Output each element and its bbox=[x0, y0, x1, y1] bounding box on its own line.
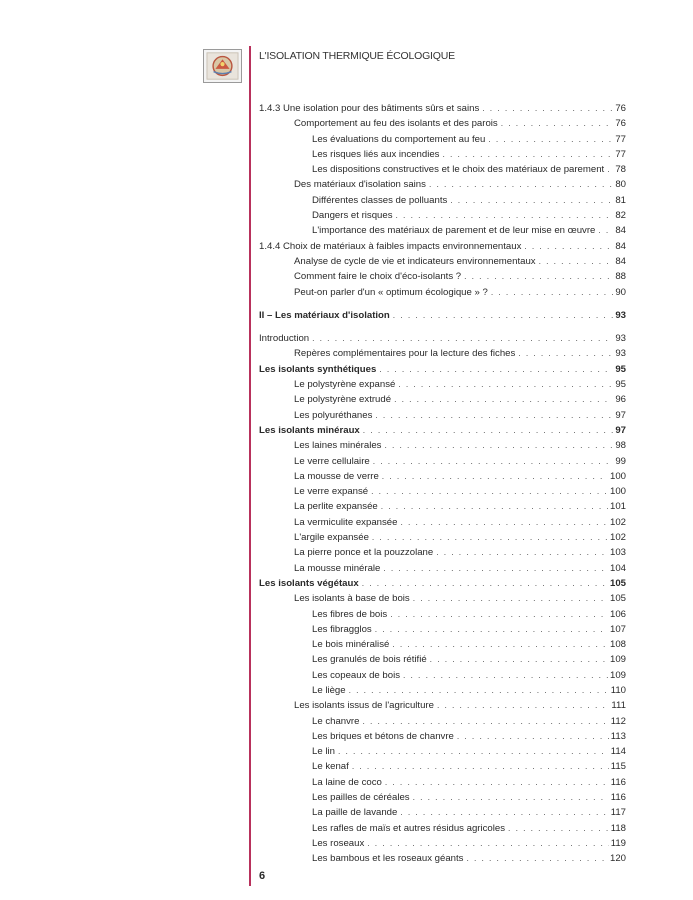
toc-leader-dots bbox=[382, 469, 608, 484]
toc-entry-title: 1.4.3 Une isolation pour des bâtiments sûrs et sains bbox=[259, 103, 480, 114]
toc-entry-page: 77 bbox=[615, 148, 626, 160]
toc-entry-title: La vermiculite expansée bbox=[294, 516, 398, 528]
toc-entry[interactable] bbox=[259, 223, 626, 238]
toc-entry[interactable] bbox=[259, 698, 626, 713]
toc-leader-dots bbox=[524, 239, 613, 254]
toc-leader-dots bbox=[429, 177, 613, 192]
toc-entry-title: Les dispositions constructives et le choix des matériaux de parement bbox=[312, 164, 605, 176]
table-of-contents bbox=[259, 101, 626, 867]
toc-entry-title: L'importance des matériaux de parement et de leur mise en œuvre bbox=[312, 225, 596, 237]
toc-leader-dots bbox=[372, 530, 608, 545]
toc-entry-page: 119 bbox=[610, 837, 626, 849]
toc-leader-dots bbox=[491, 285, 613, 300]
toc-entry[interactable] bbox=[259, 254, 626, 269]
toc-entry-title: Analyse de cycle de vie et indicateurs environnementaux bbox=[294, 255, 536, 267]
toc-entry-page: 97 bbox=[615, 409, 626, 421]
toc-leader-dots bbox=[442, 147, 613, 162]
toc-entry-title: Les fibragglos bbox=[312, 623, 372, 635]
toc-entry-title: La paille de lavande bbox=[312, 807, 398, 819]
toc-entry[interactable] bbox=[259, 454, 626, 469]
toc-entry[interactable] bbox=[259, 805, 626, 820]
toc-entry[interactable] bbox=[259, 668, 626, 683]
toc-entry-page: 84 bbox=[615, 255, 626, 267]
toc-entry[interactable] bbox=[259, 637, 626, 652]
toc-entry-title: Les copeaux de bois bbox=[312, 669, 401, 681]
toc-entry-page: 84 bbox=[615, 240, 626, 252]
toc-entry-page: 120 bbox=[609, 853, 626, 865]
toc-entry-title: Les briques et bétons de chanvre bbox=[312, 730, 454, 742]
toc-entry-title: Les isolants végétaux bbox=[259, 577, 359, 589]
toc-entry-page: 117 bbox=[610, 807, 626, 819]
toc-leader-dots bbox=[398, 377, 613, 392]
toc-leader-dots bbox=[383, 561, 608, 576]
toc-entry[interactable] bbox=[259, 484, 626, 499]
toc-entry-title: La pierre ponce et la pouzzolane bbox=[294, 547, 434, 559]
toc-entry-title: Les isolants minéraux bbox=[259, 424, 360, 436]
toc-entry-title: Les polyuréthanes bbox=[294, 409, 373, 421]
toc-leader-dots bbox=[373, 454, 614, 469]
toc-entry[interactable] bbox=[259, 683, 626, 698]
toc-leader-dots bbox=[482, 101, 613, 116]
toc-entry[interactable] bbox=[259, 269, 626, 284]
toc-entry-page: 115 bbox=[610, 761, 626, 773]
toc-entry-page: 98 bbox=[615, 440, 626, 452]
toc-entry[interactable] bbox=[259, 208, 626, 223]
toc-entry-page: 114 bbox=[610, 746, 626, 758]
toc-section-heading[interactable] bbox=[259, 362, 626, 377]
toc-entry-title: Les laines minérales bbox=[294, 440, 382, 452]
toc-entry-title: Introduction bbox=[259, 333, 310, 345]
toc-entry-title: Les évaluations du comportement au feu bbox=[312, 133, 486, 145]
toc-entry[interactable] bbox=[259, 622, 626, 637]
toc-entry[interactable] bbox=[259, 239, 626, 254]
toc-entry-page: 104 bbox=[609, 562, 626, 574]
toc-entry-title: Les risques liés aux incendies bbox=[312, 148, 440, 160]
toc-entry[interactable] bbox=[259, 177, 626, 192]
toc-leader-dots bbox=[430, 652, 608, 667]
toc-leader-dots bbox=[539, 254, 614, 269]
toc-entry[interactable] bbox=[259, 790, 626, 805]
toc-leader-dots bbox=[436, 545, 608, 560]
toc-entry-page: 108 bbox=[609, 639, 626, 651]
toc-entry-title: Les bambous et les roseaux géants bbox=[312, 853, 464, 865]
toc-entry-page: 109 bbox=[609, 654, 626, 666]
toc-entry[interactable] bbox=[259, 147, 626, 162]
toc-entry-title: Le bois minéralisé bbox=[312, 639, 390, 651]
toc-entry-page: 116 bbox=[610, 776, 626, 788]
toc-leader-dots bbox=[338, 744, 609, 759]
toc-entry-page: 105 bbox=[609, 577, 626, 589]
toc-leader-dots bbox=[312, 331, 613, 346]
toc-leader-dots bbox=[381, 499, 608, 514]
toc-section-heading[interactable] bbox=[259, 423, 626, 438]
toc-entry-page: 90 bbox=[615, 286, 626, 298]
toc-entry-title: L'argile expansée bbox=[294, 532, 369, 544]
toc-entry[interactable] bbox=[259, 759, 626, 774]
toc-entry[interactable] bbox=[259, 438, 626, 453]
toc-entry[interactable] bbox=[259, 561, 626, 576]
toc-entry-page: 103 bbox=[609, 547, 626, 559]
toc-leader-dots bbox=[457, 729, 609, 744]
toc-entry-page: 102 bbox=[609, 516, 626, 528]
toc-entry[interactable] bbox=[259, 729, 626, 744]
toc-entry-page: 82 bbox=[615, 210, 626, 222]
toc-entry-page: 107 bbox=[609, 623, 626, 635]
toc-leader-dots bbox=[371, 484, 608, 499]
toc-entry[interactable] bbox=[259, 652, 626, 667]
toc-entry[interactable] bbox=[259, 346, 626, 361]
toc-leader-dots bbox=[464, 269, 613, 284]
toc-entry-title: Le polystyrène extrudé bbox=[294, 394, 392, 406]
toc-entry-page: 99 bbox=[615, 455, 626, 467]
running-title: L'ISOLATION THERMIQUE ÉCOLOGIQUE bbox=[259, 50, 455, 62]
toc-entry-page: 106 bbox=[609, 608, 626, 620]
toc-entry-page: 93 bbox=[615, 333, 626, 345]
toc-entry-page: 118 bbox=[610, 822, 626, 834]
toc-entry-title: La mousse minérale bbox=[294, 562, 381, 574]
toc-leader-dots bbox=[375, 408, 613, 423]
toc-entry-page: 81 bbox=[615, 194, 626, 206]
toc-entry-title: Les isolants synthétiques bbox=[259, 363, 377, 375]
toc-entry[interactable] bbox=[259, 469, 626, 484]
toc-entry-title: Dangers et risques bbox=[312, 210, 393, 222]
toc-gap bbox=[259, 300, 626, 308]
toc-section-heading[interactable] bbox=[259, 576, 626, 591]
toc-entry-title: La perlite expansée bbox=[294, 501, 378, 513]
toc-entry-title: Les isolants issus de l'agriculture bbox=[294, 700, 434, 712]
toc-leader-dots bbox=[363, 423, 614, 438]
margin-rule bbox=[249, 46, 251, 886]
toc-leader-dots bbox=[393, 308, 614, 323]
toc-entry-title: 1.4.4 Choix de matériaux à faibles impacts environnementaux bbox=[259, 240, 522, 252]
toc-entry-page: 96 bbox=[615, 394, 626, 406]
toc-entry-page: 77 bbox=[615, 133, 626, 145]
toc-leader-dots bbox=[437, 698, 609, 713]
toc-leader-dots bbox=[598, 223, 613, 238]
toc-entry-page: 110 bbox=[610, 684, 626, 696]
toc-leader-dots bbox=[349, 683, 609, 698]
toc-entry-title: Le lin bbox=[312, 746, 335, 758]
toc-leader-dots bbox=[379, 362, 613, 377]
toc-entry-title: II – Les matériaux d'isolation bbox=[259, 309, 390, 321]
toc-entry-title: Peut-on parler d'un « optimum écologique » ? bbox=[294, 286, 488, 298]
toc-entry-title: Les fibres de bois bbox=[312, 608, 388, 620]
toc-entry[interactable] bbox=[259, 331, 626, 346]
toc-entry-page: 111 bbox=[611, 700, 626, 712]
toc-entry-title: Les granulés de bois rétifié bbox=[312, 654, 427, 666]
toc-entry-title: Les pailles de céréales bbox=[312, 792, 410, 804]
toc-entry-page: 78 bbox=[615, 164, 626, 176]
toc-section-heading[interactable] bbox=[259, 308, 626, 323]
toc-entry[interactable] bbox=[259, 607, 626, 622]
toc-leader-dots bbox=[403, 668, 608, 683]
toc-entry-page: 93 bbox=[615, 348, 626, 360]
toc-leader-dots bbox=[450, 193, 613, 208]
toc-entry-title: Le verre cellulaire bbox=[294, 455, 370, 467]
toc-entry-page: 88 bbox=[615, 271, 626, 283]
toc-entry-page: 112 bbox=[610, 715, 626, 727]
toc-leader-dots bbox=[466, 851, 608, 866]
toc-entry-title: Le verre expansé bbox=[294, 486, 369, 498]
toc-leader-dots bbox=[385, 775, 609, 790]
toc-entry[interactable] bbox=[259, 408, 626, 423]
toc-entry[interactable] bbox=[259, 377, 626, 392]
toc-entry[interactable] bbox=[259, 821, 626, 836]
toc-entry-page: 95 bbox=[615, 363, 626, 375]
toc-entry-title: Les rafles de maïs et autres résidus agricoles bbox=[312, 822, 506, 834]
toc-entry-page: 76 bbox=[615, 118, 626, 130]
logo-emblem-icon bbox=[204, 50, 241, 82]
toc-entry-page: 116 bbox=[610, 792, 626, 804]
toc-entry-title: Comment faire le choix d'éco-isolants ? bbox=[294, 271, 462, 283]
toc-entry-page: 93 bbox=[615, 309, 626, 321]
toc-entry-title: La mousse de verre bbox=[294, 470, 379, 482]
toc-leader-dots bbox=[518, 346, 613, 361]
toc-entry-title: Le polystyrène expansé bbox=[294, 379, 396, 391]
toc-entry[interactable] bbox=[259, 775, 626, 790]
toc-entry-title: Le kenaf bbox=[312, 761, 349, 773]
toc-leader-dots bbox=[362, 576, 608, 591]
toc-entry-page: 101 bbox=[609, 501, 626, 513]
toc-entry[interactable] bbox=[259, 499, 626, 514]
toc-entry-title: Les isolants à base de bois bbox=[294, 593, 410, 605]
toc-entry[interactable] bbox=[259, 162, 626, 177]
toc-entry-page: 113 bbox=[610, 730, 626, 742]
toc-entry[interactable] bbox=[259, 530, 626, 545]
toc-entry[interactable] bbox=[259, 132, 626, 147]
toc-entry-title: Le chanvre bbox=[312, 715, 360, 727]
toc-entry-page: 80 bbox=[615, 179, 626, 191]
toc-entry-title: Les roseaux bbox=[312, 837, 365, 849]
toc-entry[interactable] bbox=[259, 193, 626, 208]
toc-entry-page: 105 bbox=[609, 593, 626, 605]
toc-entry-page: 109 bbox=[609, 669, 626, 681]
toc-entry-title: La laine de coco bbox=[312, 776, 382, 788]
toc-leader-dots bbox=[392, 637, 608, 652]
toc-entry[interactable] bbox=[259, 744, 626, 759]
toc-entry[interactable] bbox=[259, 836, 626, 851]
toc-entry-page: 102 bbox=[609, 532, 626, 544]
toc-entry[interactable] bbox=[259, 392, 626, 407]
toc-leader-dots bbox=[362, 714, 608, 729]
toc-leader-dots bbox=[413, 591, 608, 606]
toc-leader-dots bbox=[400, 805, 608, 820]
toc-leader-dots bbox=[352, 759, 609, 774]
toc-leader-dots bbox=[394, 392, 613, 407]
toc-leader-dots bbox=[384, 438, 613, 453]
toc-entry[interactable] bbox=[259, 591, 626, 606]
toc-entry-page: 97 bbox=[615, 424, 626, 436]
toc-gap bbox=[259, 323, 626, 331]
toc-entry[interactable] bbox=[259, 116, 626, 131]
toc-entry[interactable] bbox=[259, 545, 626, 560]
toc-entry-title: Différentes classes de polluants bbox=[312, 194, 448, 206]
toc-leader-dots bbox=[508, 821, 609, 836]
toc-entry-title: Le liège bbox=[312, 684, 346, 696]
toc-entry[interactable] bbox=[259, 851, 626, 866]
toc-entry-page: 100 bbox=[609, 486, 626, 498]
toc-leader-dots bbox=[488, 132, 613, 147]
toc-leader-dots bbox=[501, 116, 614, 131]
toc-entry[interactable] bbox=[259, 101, 626, 116]
toc-leader-dots bbox=[390, 607, 608, 622]
toc-entry-title: Comportement au feu des isolants et des parois bbox=[294, 118, 498, 130]
page-number: 6 bbox=[259, 870, 266, 882]
toc-leader-dots bbox=[400, 515, 608, 530]
toc-entry-title: Repères complémentaires pour la lecture des fiches bbox=[294, 348, 516, 360]
toc-entry[interactable] bbox=[259, 285, 626, 300]
toc-entry-title: Des matériaux d'isolation sains bbox=[294, 179, 426, 191]
toc-entry-page: 84 bbox=[615, 225, 626, 237]
toc-entry-page: 76 bbox=[615, 103, 626, 114]
toc-entry-page: 100 bbox=[609, 470, 626, 482]
toc-leader-dots bbox=[375, 622, 608, 637]
toc-entry[interactable] bbox=[259, 515, 626, 530]
toc-entry[interactable] bbox=[259, 714, 626, 729]
toc-leader-dots bbox=[396, 208, 614, 223]
toc-leader-dots bbox=[367, 836, 608, 851]
toc-entry-page: 95 bbox=[615, 379, 626, 391]
publisher-logo bbox=[203, 49, 242, 83]
toc-leader-dots bbox=[413, 790, 609, 805]
